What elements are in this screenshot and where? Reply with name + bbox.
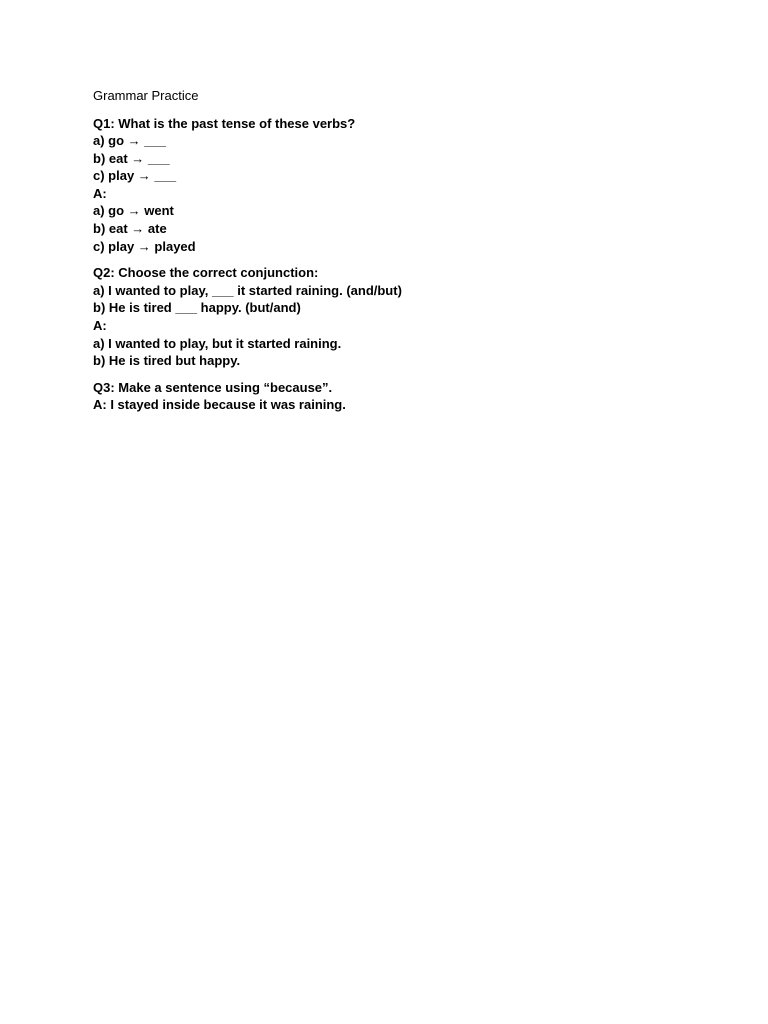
question-1-section — [93, 115, 733, 256]
question-3-answer: A: I stayed inside because it was raining. — [93, 397, 346, 413]
question-3-prompt: Q3: Make a sentence using “because”. — [93, 379, 333, 395]
question-2-answer-label: A: — [93, 318, 107, 334]
question-2-item-b: b) He is tired ___ happy. (but/and) — [93, 300, 301, 316]
question-1-answer-b: b) eat → ate — [93, 221, 167, 237]
question-1-answer-a: a) go → went — [93, 203, 174, 219]
document-page — [93, 87, 733, 423]
question-2-answer-b: b) He is tired but happy. — [93, 353, 241, 369]
question-1-prompt: Q1: What is the past tense of these verbs? — [93, 115, 356, 131]
question-1-item-a: a) go → ___ — [93, 133, 166, 149]
question-1-item-c: c) play → ___ — [93, 168, 177, 184]
question-2-prompt: Q2: Choose the correct conjunction: — [93, 265, 319, 281]
question-2-section — [93, 264, 733, 370]
question-2-answer-a: a) I wanted to play, but it started raining. — [93, 335, 342, 351]
question-1-answer-label: A: — [93, 185, 107, 201]
document-title: Grammar Practice — [93, 88, 199, 103]
question-3-section — [93, 379, 733, 414]
question-1-answer-c: c) play → played — [93, 238, 196, 254]
question-1-item-b: b) eat → ___ — [93, 150, 170, 166]
question-2-item-a: a) I wanted to play, ___ it started raining. (and/but) — [93, 282, 402, 298]
